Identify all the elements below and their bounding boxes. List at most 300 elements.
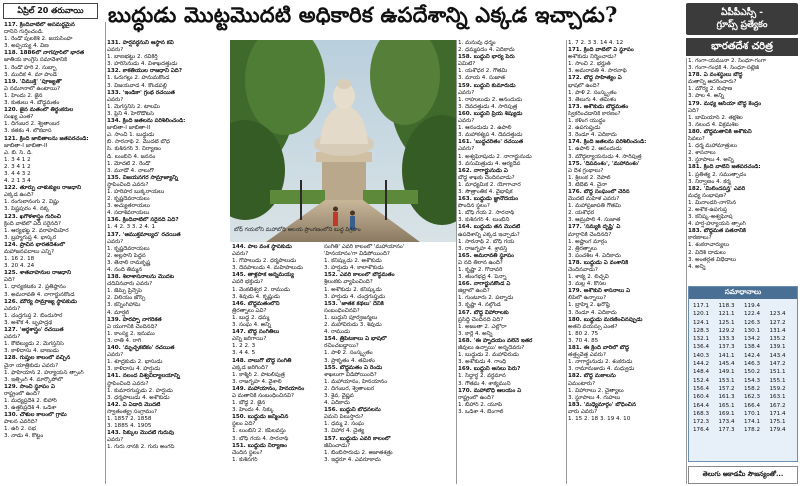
question-line: 3. టిబెట్ 4. చైనా — [568, 181, 607, 188]
question-line: 165. అమరావతి స్థూపం — [458, 252, 514, 259]
question-line: 1. యశోధర 2. గౌతమి — [458, 68, 508, 75]
question-line: 172. బౌద్ధ సాహిత్యం ఏ — [568, 75, 622, 82]
question-line: 182. బౌద్ధ మఠాలను — [568, 373, 616, 380]
question-line: సంఖ్య ఎంత? — [4, 114, 34, 121]
question-line: 130. చోళుల కాలంలో గ్రామ — [4, 412, 67, 419]
question-line: 3. ప్లినీ 4. హెరొడోటస్ — [107, 110, 155, 117]
question-line: 2. దిగంబర, శ్వేతాంబర — [324, 385, 375, 392]
question-line: త్రిరత్నాలు ఏవి? — [232, 307, 267, 314]
answer-entry: 117.1 — [693, 303, 710, 309]
question-line: 1. మౌర్య 2. కుషాణ — [688, 86, 733, 93]
question-line: 1. రెండో పులకేశి 2. జయసింహ — [4, 36, 73, 43]
question-line: 1. 1857 2. 1858 — [107, 415, 152, 422]
answer-entry: 160.4 — [693, 394, 710, 401]
question-line: 3. అమరావతి 4. సారనాథ్ — [568, 68, 627, 75]
question-line: ఎవరు? — [107, 96, 124, 103]
question-line: 1. 80 2. 75 — [568, 330, 599, 337]
question-line: 158. బుద్ధుని భార్య పేరు — [458, 54, 515, 61]
question-line: 3. దేవదత్తుడు 4. సారిపుత్ర — [458, 103, 518, 110]
question-line: 167. బౌద్ధ విహారాలకు — [458, 309, 509, 316]
question-line: 1. కుశీనగర్ — [232, 456, 258, 463]
question-line: 4. సదాశివరాయలు — [107, 210, 150, 217]
question-line: 156. బుద్ధుని బోధనలను — [324, 407, 381, 414]
question-line: ఎవరు? — [107, 238, 124, 245]
question-line: 3. నిర్వాణం 4. కర్మ — [688, 178, 731, 185]
question-line: 3. సౌత్రాంతిక 4. వైభాషిక — [458, 188, 513, 195]
question-line: డి. లుంబిని 4. జననం — [107, 153, 156, 160]
question-line: రాష్ట్రంలో ఉంది? — [4, 390, 40, 397]
question-line: 1. గురు నానక్ 2. గురు అంగద్ — [107, 444, 175, 451]
question-line: ఎవరు? — [458, 118, 475, 125]
question-line: 3. అంతర్గత విభేదాలు — [688, 256, 737, 263]
question-line: 3. మహాకశ్యప 4. దేవదత్తుడు — [458, 132, 523, 139]
question-line: 1. సారనాథ్ 2. బోధ్ గయ — [458, 238, 515, 245]
source-footer: తెలుగు అకాడమీ సౌజన్యంతో... — [688, 466, 798, 484]
question-line: 1. దిగంబర 2. శ్వేతాంబర — [4, 121, 60, 128]
question-line: 1. శంకరాచార్యులు — [688, 242, 730, 249]
question-line: 3. 70 4. 85 — [568, 337, 599, 344]
question-line: 131. హర్షవర్ధనుని ఆస్థాన కవి — [107, 40, 174, 46]
answer-entry: 126.3 — [744, 319, 761, 326]
question-line: 2. ధమ్మపదం 4. ఏదీకాదు — [458, 47, 515, 54]
question-line: 1. బామియాన్ 2. తక్షశిల — [688, 114, 743, 121]
question-line: 3. గంగా-గంధకి 4. సింధూ-సట్లెజ్ — [688, 65, 760, 72]
question-line: స్వాతంత్య్ర సంగ్రామం? — [107, 408, 157, 415]
question-line: 3. మాయ 4. సుజాత — [458, 75, 505, 82]
question-line: ఎవరు? — [4, 334, 21, 341]
question-line: సి. కుశీనగర్ 3. నిర్యాణం — [107, 146, 161, 153]
question-line: 3. బ్రహ్మగుప్త 4. భాస్కర — [4, 234, 57, 241]
question-line: 3. రెండూ 4. ఏదీకాదు — [568, 132, 617, 139]
question-line: 1. చంద్రగుప్త 2. బిందుసార — [4, 312, 63, 319]
date-box: ఏప్రిల్ 20 తరువాయి — [3, 3, 98, 19]
question-line: 1. పాళీ 2. సంస్కృతం — [324, 350, 373, 357]
question-line: 3. గౌతమ 4. శాక్యముని — [458, 380, 511, 387]
question-line: 4. హర్ష-హ్యూయన్ త్సాంగ్ — [688, 221, 746, 228]
answer-entry: 153.1 — [718, 377, 735, 384]
column-divider — [105, 22, 106, 484]
question-line: 2. విలియం జోన్స్ — [107, 295, 146, 302]
question-line: 160. బుద్ధుని ప్రియ శిష్యుడు — [458, 110, 523, 117]
question-line: భాషలో ఉంది? — [568, 82, 600, 89]
question-line: 1. ఓరుగల్లు 2. హనుమకొండ — [107, 75, 170, 82]
question-line: 120. జైన మతంలో తీర్థంకరుల — [4, 107, 74, 114]
answer-entry: 147.2 — [769, 361, 786, 368]
question-line: 1. మెగస్తనీస్ 2. టాలమీ — [107, 103, 160, 110]
question-line: 1. ఉపాలి 2. ఆనందుడు — [568, 146, 622, 153]
question-line: 3. రాజగృహ 4. వైశాలి — [232, 378, 282, 385]
group-badge — [686, 3, 798, 35]
group-badge-line1: ఏపీపీఎస్సీ - — [720, 8, 764, 18]
question-line: 3. కన్నింగ్‌హామ్ — [107, 302, 141, 309]
question-line: 1. కుమారగుప్తుడు 2. హర్షుడు — [107, 387, 173, 394]
question-line: 3. ఇత్సింగ్ 4. మార్కోపోలో — [4, 376, 63, 383]
question-line: 153. 'జాతక కథలు' దేనికి — [324, 300, 384, 307]
answer-entry: 118.3 — [718, 303, 735, 309]
question-line: 1. సిద్ధార్థ 2. వర్ధమాన — [458, 373, 506, 380]
question-line: 135. విజయనగర సామ్రాజ్యాన్ని — [107, 174, 179, 181]
question-line: 4. ఏదీకాదు — [324, 400, 350, 407]
question-line: ఎన్ని జరిగాయి? — [232, 336, 267, 343]
question-line: ఎ. సాంచీ 1. బుద్ధుడు — [107, 132, 155, 139]
question-line: 3. బోధ్ గయ 4. సారనాథ్ — [232, 435, 289, 442]
question-line: 1. గోపాలుడు 2. ధర్మపాలుడు — [232, 258, 297, 265]
answer-entry: 159.2 — [769, 385, 786, 392]
question-line: స్థలం ఏది? — [232, 421, 256, 428]
answer-entry: 167.2 — [769, 402, 786, 409]
question-line: చైనా యాత్రికుడు ఎవరు? — [4, 362, 59, 369]
question-line: 134. క్రింది జతలను పరిశీలించండి: — [107, 118, 186, 125]
question-line: సేవలు? — [688, 136, 705, 143]
question-line: 2. త్రిరత్నాలు — [568, 245, 597, 252]
answer-key-grid — [693, 303, 795, 435]
question-line: 3. విహార 4. చైత్య — [324, 428, 365, 435]
question-line: 169. బుద్ధుని అసలు పేరు? — [458, 366, 521, 373]
answer-entry: 157.2 — [718, 385, 735, 392]
question-line: 3. శైవ, వైష్ణవ — [324, 392, 354, 399]
question-line: 144. పాల వంశ స్థాపకుడు — [232, 244, 292, 250]
question-line: 164. బుద్ధుడు తన మొదటి — [458, 224, 521, 231]
question-line: 3. హిందు 4. సిక్కు — [232, 407, 274, 414]
answer-entry: 149.1 — [718, 369, 735, 376]
question-line: 1. రాహులుడు 2. ఆనందుడు — [458, 96, 523, 103]
answer-entry: 127.2 — [769, 319, 786, 326]
question-line: 1. విహారాలు 2. చైత్యాలు — [568, 387, 624, 394]
question-line: 3. పిష్టపురం 4. నక్క — [4, 206, 50, 213]
answer-entry: 122.4 — [744, 311, 761, 318]
question-line: 1. అజంతా 2. ఎల్లోరా — [458, 323, 507, 330]
answer-entry: 119.4 — [744, 303, 761, 309]
question-line: 3. వసుమిత్రుడు 4. ఆర్యదేవ — [458, 160, 521, 167]
question-line: 171. క్రింది వాటిలో ఏ స్థూపం — [568, 47, 634, 54]
question-line: 150. బుద్ధుడు జన్మించిన — [232, 414, 289, 421]
question-line: 179. మధ్య ఆసియా బౌద్ధ కేంద్రం — [688, 100, 762, 107]
question-line: 173. అశోకుడు బౌద్ధమతం — [568, 103, 629, 110]
question-line: 1. బుద్ధుని పూర్వజన్మలు — [324, 314, 378, 321]
answer-entry: 141.1 — [718, 352, 735, 359]
question-line: 1. 15 2. 18 3. 19 4. 10 — [568, 415, 631, 422]
question-line: 1. ప్రతీత్య 2. సముత్పాదం — [688, 171, 747, 178]
question-line: 137. 'ఆముక్తమాల్యద' రచయిత — [107, 231, 181, 238]
question-column-7 — [688, 58, 798, 288]
question-line: 1. పాళీ 2. సంస్కృతం — [568, 89, 617, 96]
question-line: 1. బుద్ధ 2. ధమ్మ — [232, 314, 270, 321]
question-line: 145. తాళ్లపాక అన్నమయ్య — [232, 272, 294, 279]
question-line: 168. 'ఈ హృదయం వలెనే ఇతర — [458, 337, 533, 344]
question-line: 143. సిక్కుల మొదటి గురువు — [107, 430, 175, 437]
question-line: 1. కళింగ యుద్ధం — [568, 118, 606, 125]
question-line: ఏమిటి? — [458, 61, 476, 68]
question-line: 1. నాగార్జునుడు 2. శంకరుడు — [568, 359, 633, 366]
question-line: 2. ఉపగుప్తుడు — [568, 125, 601, 132]
question-line: 1. 7 2. 3 3. 14 4. 12 — [568, 40, 624, 46]
question-line: 3. స్థూపాలు 4. గుహలు — [568, 394, 621, 401]
question-line: 1. గంగా-యమునా 2. సింధూ-గంగా — [688, 58, 766, 64]
question-line: 3. ధర్మపాలుడు 4. అశోకుడు — [107, 394, 170, 401]
question-line: 151. బుద్ధుడు నిర్యాణం — [232, 442, 287, 449]
question-line: 1. రంగులానంగు 2. విష్ణు — [4, 199, 59, 206]
answer-entry: 165.1 — [718, 402, 735, 409]
question-line: 1. బోధ్ గయ 2. సారనాథ్ — [458, 210, 515, 217]
question-line: 1. కౌటిల్యుడు 2. మెగస్తనీస్ — [4, 341, 64, 348]
question-line: చెందినవాడు? — [568, 267, 598, 273]
question-line: 133. 'ఇండికా' గ్రంథ రచయిత — [107, 89, 175, 96]
question-line: 1. కాశ్మీర్ 2. పాటలీపుత్ర — [232, 371, 285, 378]
question-line: 148. నాలుగో బౌద్ధ సంగీతి — [232, 357, 292, 364]
question-line: ఏమని పిలుస్తారు? — [324, 414, 364, 421]
question-line: 121. క్రింది జాబితాలను జతపరచండి: — [4, 135, 89, 142]
question-line: 162. నాగార్జునుడు ఏ — [458, 167, 508, 174]
question-line: 1. లుంబిని 2. కపిలవస్తు — [232, 428, 286, 435]
answer-entry: 144.2 — [693, 361, 710, 368]
question-line: 2. కృష్ణదేవరాయలు — [107, 196, 150, 203]
question-line: మతాన్ని ఆదరించారు? — [688, 79, 737, 86]
question-line: జిల్లాలో ఉంది? — [458, 288, 490, 295]
answer-entry: 123.4 — [769, 311, 786, 318]
question-line: 176. బౌద్ధ సంఘంలో చేరిన — [568, 188, 630, 195]
answer-entry: 170.1 — [744, 410, 761, 417]
answer-entry: 173.4 — [718, 419, 735, 426]
question-line: కారణాలు? — [688, 235, 712, 242]
answer-entry: 140.3 — [693, 352, 710, 359]
question-line: 3. ఆమ్రపాలి 4. సుజాత — [568, 217, 621, 224]
question-line: ఏ నమూనాలో ఉంటాయి? — [4, 85, 61, 92]
question-line: ఏది? — [688, 107, 699, 114]
question-column-1 — [4, 22, 105, 484]
question-line: 181. ఈ క్రింది వారిలో బౌద్ధ — [568, 345, 629, 352]
question-line: 128. గుప్తుల కాలంలో వచ్చిన — [4, 355, 71, 362]
question-line: 3. అశోకుడు 4. గాంధీ — [458, 359, 507, 366]
question-line: 4. నంది తిమ్మన — [107, 267, 143, 273]
answer-entry: 146.3 — [744, 361, 761, 368]
answer-entry: 162.3 — [744, 394, 761, 401]
question-line: 2. యశోధర — [568, 210, 595, 217]
answer-entry: 130.1 — [744, 327, 761, 334]
question-line: 3. కుతులు 4. బౌద్ధమతం — [4, 100, 60, 107]
question-line: 152. ఎవరి కాలంలో బౌద్ధమతం — [324, 272, 395, 279]
question-line: ఎ. బి. సి. డి. — [4, 149, 33, 156]
question-line: 1. 16 2. 18 — [4, 256, 35, 263]
question-line: 163. బుద్ధుడు జ్ఞానోదయం — [458, 196, 519, 203]
question-line: 166. నాగార్జునకొండ ఏ — [458, 281, 511, 288]
question-line: చెందిన స్థలం? — [232, 449, 263, 456]
answer-entry: 151.1 — [769, 369, 786, 376]
question-line: జాబితా-I జాబితా-II — [4, 142, 48, 149]
question-line: 161. 'బుద్ధచరితం' రచయిత — [458, 139, 524, 146]
question-line: 1. అశ్వఘోషుడు 2. నాగార్జునుడు — [458, 153, 532, 160]
question-line: 149. మహాయానం, హీనయానం — [232, 385, 305, 392]
question-line: 3. స్థూపాలు 4. అన్నీ — [688, 157, 734, 164]
question-line: 1. కృష్ణదేవరాయలు — [107, 245, 150, 252]
question-line: 3. నాడు 4. కొట్టం — [4, 433, 44, 440]
answer-entry: 125.1 — [718, 319, 735, 326]
question-line: 3. 1885 4. 1905 — [107, 423, 152, 430]
answer-entry: 133.3 — [718, 336, 735, 343]
question-line: ఎవరు? — [4, 305, 21, 312]
question-line: 141. నలంద విశ్వవిద్యాలయాన్ని — [107, 373, 180, 380]
question-line: 1. మాధ్యమిక 2. యోగాచార — [458, 181, 521, 188]
photo-caption: బోధ్ గయలోని మహాబోధి ఆలయ ప్రాంగణంలోని బుద్ధ విగ్రహం — [234, 227, 361, 233]
answer-entry: 154.3 — [744, 377, 761, 384]
question-line: 3. 4 4 3 2 — [4, 170, 31, 177]
question-line: 183. బౌద్ధమత పతనానికి — [688, 228, 746, 235]
question-line: వారు ఎవరు? — [568, 408, 598, 415]
question-line: ఎక్కడ జరిగింది? — [232, 364, 268, 371]
question-line: 3. కుశీనగర్ 4. లుంబిని — [458, 217, 510, 224]
question-line: 3. ప్రాకృతం 4. తమిళం — [324, 357, 375, 364]
question-line: 1. మనువు ధర్మం — [458, 40, 496, 46]
question-line: 140. 'మృచ్ఛకటికం' రచయిత — [107, 345, 175, 352]
question-line: 1. బీహార్ 2. యూపీ — [458, 401, 503, 408]
question-line: 3. రాజగృహ 4. శ్రావస్తి — [458, 245, 508, 252]
question-line: స్థాపించింది ఎవరు? — [107, 181, 149, 188]
buddha-statue-photo — [230, 40, 456, 242]
question-line: 1. మినాండర్-నాగసేన — [688, 199, 737, 206]
question-column-6 — [568, 40, 684, 484]
question-line: 3. కాళిదాసు 4. హర్షుడు — [107, 366, 161, 373]
answer-entry: 156.4 — [693, 385, 710, 392]
question-line: 1. రెండో హరి 2. సుబ్బా — [4, 64, 57, 71]
question-line: 1. శ్రీలంక 2. నేపాల్ — [568, 174, 611, 181]
question-line: 122. తూర్పు చాళుక్యుల రాజధాని — [4, 185, 82, 192]
question-line: 1. మధ్యప్రదేశ్ 2. బీహార్ — [4, 397, 57, 404]
answer-key-title: సమాధానాలు — [689, 287, 797, 299]
answer-key-box — [688, 286, 798, 462]
question-line: 147. బౌద్ధ సంగీతిలు — [232, 329, 280, 336]
answer-entry — [770, 303, 796, 310]
question-line: 3. తుంగభద్ర 4. పెన్నా — [458, 274, 507, 281]
question-line: 3. సంఘ 4. అన్నీ — [232, 322, 271, 329]
question-line: 1. బింబిసారుడు 2. అజాతశత్రు — [324, 449, 393, 456]
question-line: జీవులు ఉన్నాయి' అన్నదెవరు? — [458, 345, 525, 352]
question-line: 1. 2 2. 3 — [232, 343, 256, 350]
question-line: ఎవరు? — [232, 251, 249, 258]
question-line: 179. అశోకుని శాసనాలు ఏ — [568, 288, 631, 295]
answer-entry: 179.4 — [769, 427, 786, 434]
question-line: 127. 'అర్థశాస్త్రం' రచయిత — [4, 327, 64, 334]
question-line: 138. శిలాశాసనాలను మొదట — [107, 274, 175, 281]
question-line: 4. మార్షల్ — [107, 309, 130, 316]
question-line: 2. విదేశీ దాడులు — [688, 249, 726, 256]
question-line: స్థాపించింది ఎవరు? — [107, 380, 149, 387]
question-line: 1. ఆనందుడు 2. ఉపాలి — [458, 125, 512, 132]
answer-entry: 171.4 — [769, 410, 786, 417]
question-line: 170. మహాబోధి ఆలయం ఏ — [458, 387, 522, 394]
question-column-5 — [458, 40, 566, 484]
question-line: పొందిన స్థలం? — [458, 203, 490, 210]
answer-entry: 163.1 — [769, 394, 786, 401]
question-line: ఏ నది తీరాన ఉంది? — [458, 259, 503, 266]
question-line: 1. శూద్రకుడు 2. భాసుడు — [107, 359, 163, 366]
question-line: మహాజనపదాలు ఎన్ని? — [4, 249, 54, 255]
question-line: ప్రసిద్ధి చెందినది ఏది? — [458, 316, 504, 323]
question-line: ఏమంటారు? — [568, 380, 596, 387]
question-line: 2. శాసనాలు — [688, 150, 716, 157]
question-line: 1. కృష్ణా 2. గోదావరి — [458, 267, 503, 273]
question-line: 3. ముదిక 4. మా పాండే — [4, 71, 57, 78]
question-line: బౌద్ధ శాఖకు చెందినవాడు? — [458, 174, 515, 181]
question-line: 3. దేవపాలుడు 4. మహీపాలుడు — [232, 265, 303, 272]
question-line: 178. ఏ వంశస్థులు బౌద్ధ — [688, 72, 743, 79]
question-column-4 — [324, 244, 454, 484]
question-line: లిపిలో ఉన్నాయి? — [568, 295, 607, 302]
question-line: శాఖలుగా విడిపోయింది? — [324, 371, 377, 378]
question-line: 3. విజయవాడ 4. కొండపల్లి — [107, 82, 167, 89]
column-divider — [456, 40, 457, 484]
question-line: 139. హరప్పా నాగరికత — [107, 316, 162, 323]
question-line: 3. మల్ల 4. కోసల — [568, 281, 607, 288]
question-line: 4. అన్నీ — [688, 263, 706, 270]
question-line: 181. క్రింది వాటిని జతపరచండి: — [688, 164, 761, 171]
answer-entry: 138.4 — [744, 344, 761, 351]
question-line: 1. అశోకుడు 2. కనిష్కుడు — [324, 286, 382, 293]
answer-entry: 139.1 — [769, 344, 786, 351]
answer-entry: 169.1 — [718, 410, 735, 417]
question-line: ఎక్కడ ఉంది? — [4, 192, 34, 199]
question-line: 136. క్రిందివాటిలో సరైనది ఏది? — [107, 217, 179, 224]
question-line: 3. మౌద్గల్యాయనుడు 4. సారిపుత్ర — [568, 153, 642, 160]
question-line: మొదటి మహిళ ఎవరు? — [568, 196, 620, 203]
group-badge-line2: గ్రూప్స్ ప్రత్యేకం — [716, 20, 768, 30]
answer-entry: 132.1 — [693, 336, 710, 343]
question-line: 3. కతకం 4. లోకబాస — [4, 128, 52, 135]
question-line: బి. సారనాథ్ 2. మొదటి బోధ — [107, 139, 170, 146]
question-line: రచించబడ్డాయి? — [324, 343, 359, 350]
question-line: 4. రాముడు — [324, 329, 351, 336]
question-line: 1. కాంస్య 2. ఇనుము — [107, 330, 155, 337]
answer-entry: 164.4 — [693, 402, 710, 409]
question-line: 146. బౌద్ధమతంలోని — [232, 300, 280, 307]
question-line: 1. 3 4 1 2 — [4, 156, 31, 163]
question-line: 117. క్రిందివాటిలో అసమర్థమైన — [4, 22, 75, 28]
question-line: 1. ధమ్మ 2. సంఘ — [324, 421, 364, 428]
question-line: చదివినవారు ఎవరు? — [107, 281, 153, 288]
question-line: 182. 'మిలిందపన్హ' ఎవరి — [688, 185, 746, 192]
answer-entry: 174.1 — [744, 419, 761, 426]
question-line: 3. అశోక 4. బృహద్రథ — [4, 319, 53, 326]
question-line: 3. ఒడిశా 4. బెంగాల్ — [458, 408, 504, 415]
question-line: 1. బాణభట్టు 2. రవికీర్తి — [107, 54, 158, 61]
question-line: 3. కనిష్క-అశ్వఘోష — [688, 214, 733, 221]
question-line: ఏ యుగానికి చెందినది? — [107, 323, 158, 330]
question-line: అతని వయస్సు ఎంత? — [568, 323, 618, 330]
question-line: 1. హరిహర బుక్కరాయలు — [107, 188, 165, 195]
question-line: 2. అశోక-ఉపగుప్త — [688, 206, 727, 213]
question-line: 3. కార్లే 4. అన్నీ — [458, 330, 493, 337]
question-line: 2. అల్లసాని పెద్దన — [107, 252, 146, 259]
question-line: 3. అమరావతి 4. నాగార్జునకొండ — [4, 291, 75, 298]
question-line: 126. మౌర్య సామ్రాజ్య స్థాపకుడు — [4, 298, 77, 305]
answer-entry: 148.4 — [693, 369, 710, 376]
question-line: తత్త్వవేత్త ఎవరు? — [568, 352, 606, 359]
question-line: 3. రామానుజుడు 4. మధ్వుడు — [568, 366, 635, 373]
question-line: 1. కనిష్కుడు 2. అశోకుడు — [324, 258, 382, 265]
question-line: మధ్య సంభాషణ? — [688, 192, 727, 199]
question-line: సంబంధించినవి? — [324, 307, 360, 314]
answer-entry: 134.2 — [744, 336, 761, 343]
answer-entry: 124.1 — [693, 319, 710, 326]
question-line: క్రింది వాటిలో ఏది సరైనది? — [4, 220, 61, 227]
question-line: 3. అప్పయ్య 4. వీణ — [4, 43, 49, 50]
question-line: 1. మహాయానం, హీనయానం — [324, 378, 388, 385]
question-line: 4. 2 1 3 4 — [4, 178, 31, 185]
answer-entry: 158.2 — [744, 385, 761, 392]
question-line: జీవించాడు? — [324, 442, 351, 449]
answer-entry: 155.1 — [769, 377, 786, 384]
question-line: 3. రెండూ 4. ఏదీకాదు — [568, 309, 617, 316]
question-line: 3. ఇద్దరూ 4. ఎవరూకాదు — [324, 456, 381, 463]
answer-entry: 150.2 — [744, 369, 761, 376]
